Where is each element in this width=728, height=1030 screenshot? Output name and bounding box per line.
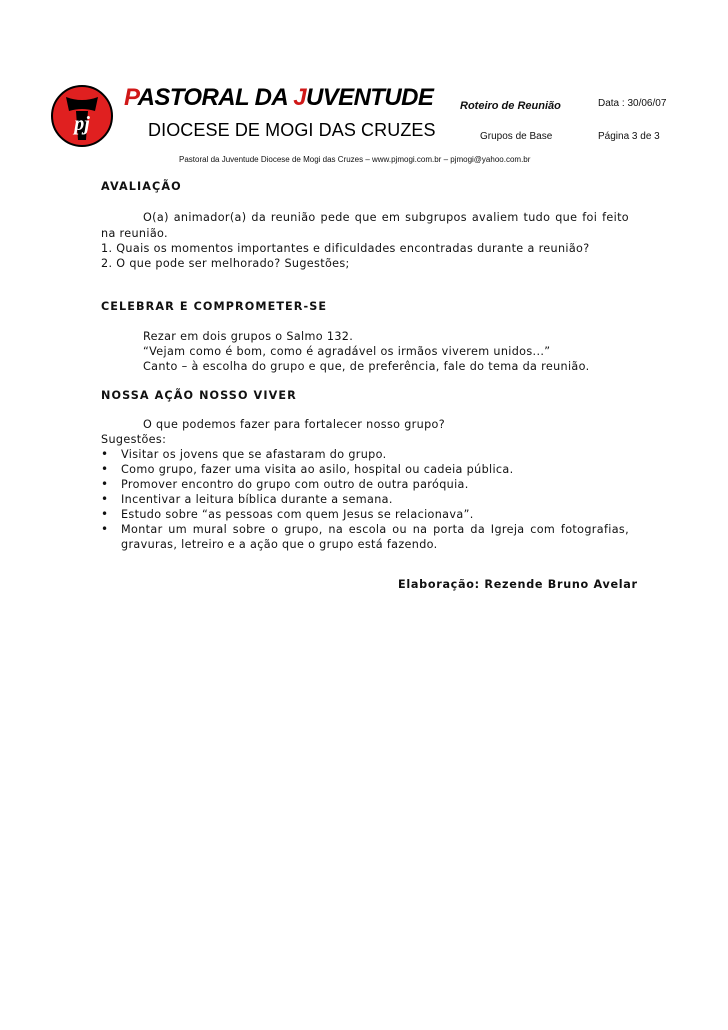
title-part-1: ASTORAL DA [137,84,294,111]
section-heading-celebrar: CELEBRAR E COMPROMETER-SE [101,300,328,313]
suggestion-item-5: Estudo sobre “as pessoas com quem Jesus se relacionava”. [121,508,474,521]
avaliacao-item-2: 2. O que pode ser melhorado? Sugestões; [101,257,350,270]
author-signature: Elaboração: Rezende Bruno Avelar [398,578,638,591]
section-heading-avaliacao: AVALIAÇÃO [101,180,182,193]
logo-text: pj [74,113,90,135]
acao-intro: O que podemos fazer para fortalecer nosso grupo? [143,418,445,431]
suggestions-label: Sugestões: [101,433,167,446]
pj-logo [50,84,114,148]
suggestion-item-6-continuation: gravuras, letreiro e a ação que o grupo está fazendo. [121,538,438,551]
diocese-subtitle: DIOCESE DE MOGI DAS CRUZES [148,120,436,140]
title-part-2: UVENTUDE [306,84,434,111]
suggestion-item-1: Visitar os jovens que se afastaram do grupo. [121,448,387,461]
title-initial-j: J [293,84,307,111]
document-type: Roteiro de Reunião [460,100,561,112]
suggestion-item-6: Montar um mural sobre o grupo, na escola ou na porta da Igreja com fotografias, [121,523,629,536]
organization-title [124,84,433,112]
document-category: Grupos de Base [480,131,553,142]
bullet-icon: • [101,462,109,476]
page-number: Página 3 de 3 [598,131,660,142]
section-heading-acao: NOSSA AÇÃO NOSSO VIVER [101,389,297,402]
bullet-icon: • [101,507,109,521]
celebrar-line-2: “Vejam como é bom, como é agradável os irmãos viverem unidos...” [143,345,551,358]
avaliacao-intro: O(a) animador(a) da reunião pede que em subgrupos avaliem tudo que foi feito [143,211,629,224]
celebrar-line-3: Canto – à escolha do grupo e que, de preferência, fale do tema da reunião. [143,360,590,373]
bullet-icon: • [101,492,109,506]
suggestion-item-4: Incentivar a leitura bíblica durante a semana. [121,493,393,506]
bullet-icon: • [101,522,109,536]
avaliacao-intro-continuation: na reunião. [101,227,168,240]
bullet-icon: • [101,477,109,491]
contact-line: Pastoral da Juventude Diocese de Mogi das Cruzes – www.pjmogi.com.br – pjmogi@yahoo.com.br [179,155,531,164]
avaliacao-item-1: 1. Quais os momentos importantes e dificuldades encontradas durante a reunião? [101,242,590,255]
title-initial-p: P [124,84,138,111]
suggestion-item-3: Promover encontro do grupo com outro de outra paróquia. [121,478,469,491]
bullet-icon: • [101,447,109,461]
celebrar-line-1: Rezar em dois grupos o Salmo 132. [143,330,354,343]
suggestion-item-2: Como grupo, fazer uma visita ao asilo, hospital ou cadeia pública. [121,463,514,476]
document-date: Data : 30/06/07 [598,98,667,109]
